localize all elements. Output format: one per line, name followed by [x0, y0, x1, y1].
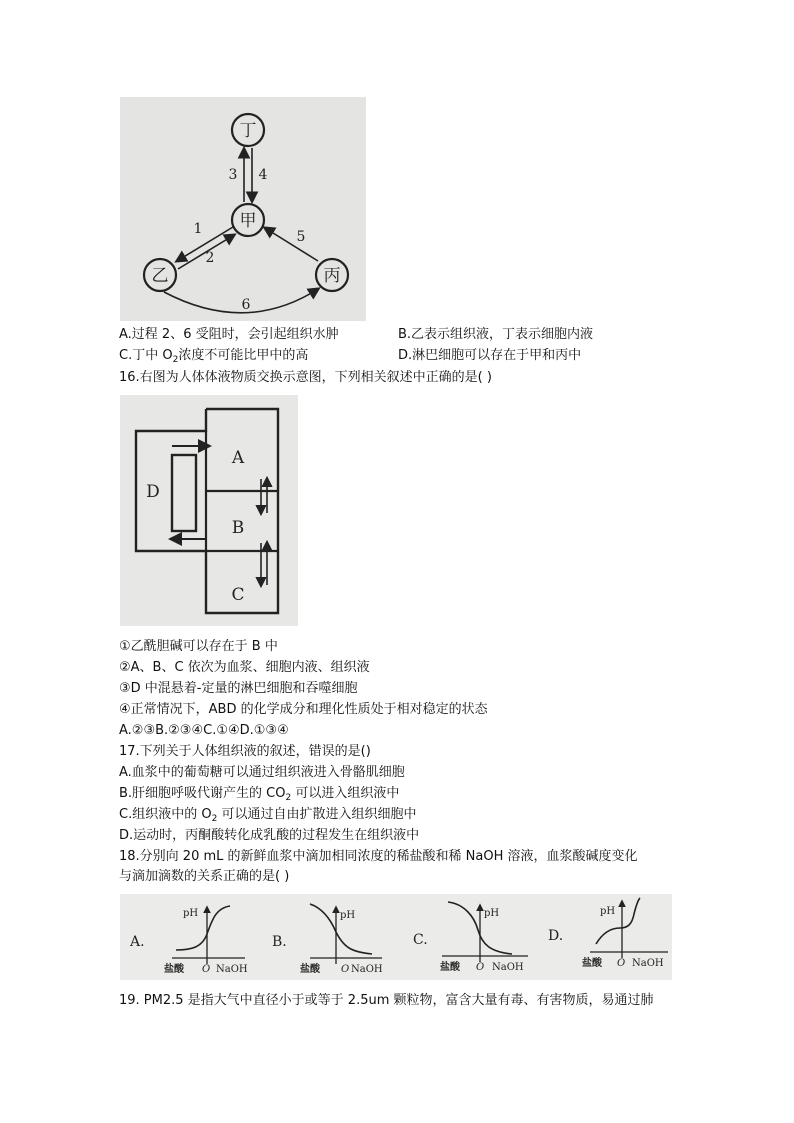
graph-b-origin: O: [341, 964, 350, 975]
q16-item-3: ③D 中混悬着-定量的淋巴细胞和吞噬细胞: [119, 681, 358, 696]
q18-stem-line2: 与滴加滴数的关系正确的是( ): [119, 869, 290, 884]
graph-b-ylabel: pH: [340, 910, 356, 921]
arrow-label-4: 4: [258, 167, 268, 183]
q15-option-b: B.乙表示组织液，丁表示细胞内液: [398, 327, 594, 342]
q17-option-d: D.运动时，丙酮酸转化成乳酸的过程发生在组织液中: [119, 828, 420, 843]
q17-option-c-subscript: 2: [211, 814, 218, 824]
graph-d: [548, 898, 668, 969]
q15-option-c-subscript: 2: [172, 355, 179, 365]
fluid-compartment-figure: [120, 395, 298, 626]
graph-c-origin: O: [476, 962, 485, 973]
q15-option-c-rest: 浓度不可能比甲中的高: [178, 348, 309, 363]
graph-c-left-label: 盐酸: [440, 962, 460, 973]
compartment-c-label: C: [231, 585, 245, 605]
fluid-exchange-figure: [120, 97, 366, 321]
graph-a-origin: O: [202, 964, 211, 975]
q16-item-1: ①乙酰胆碱可以存在于 B 中: [119, 639, 278, 654]
graph-d-origin: O: [617, 958, 626, 969]
compartment-a-label: A: [231, 448, 245, 468]
compartment-d-label: D: [146, 482, 160, 502]
q16-stem: 16.右图为人体体液物质交换示意图，下列相关叙述中正确的是( ): [119, 370, 492, 385]
arrow-label-6: 6: [241, 297, 251, 313]
graph-c: [413, 902, 528, 973]
graph-b-letter: B.: [272, 934, 287, 950]
q15-option-d: D.淋巴细胞可以存在于甲和丙中: [398, 348, 582, 363]
q17-option-c: [119, 805, 416, 826]
q15-option-c: [119, 346, 308, 367]
graph-b: [272, 904, 383, 975]
q17-stem: 17.下列关于人体组织液的叙述，错误的是(): [119, 744, 371, 759]
arrow-label-2: 2: [205, 250, 215, 266]
q17-option-c-text: C.组织液中的 O: [119, 807, 212, 822]
graph-c-ylabel: pH: [484, 908, 500, 919]
arrow-label-3: 3: [228, 167, 238, 183]
node-jia: 甲: [239, 211, 257, 231]
ph-graphs-figure: [120, 894, 672, 980]
q15-option-a: A.过程 2、6 受阻时，会引起组织水肿: [119, 327, 339, 342]
graph-a: [129, 906, 248, 975]
graph-d-right-label: NaOH: [632, 958, 664, 969]
arrow-label-5: 5: [296, 229, 306, 245]
graph-d-ylabel: pH: [600, 906, 616, 917]
compartment-b-label: B: [231, 518, 245, 538]
q17-option-b-subscript: 2: [285, 793, 292, 803]
node-bing: 丙: [323, 266, 341, 286]
q16-item-2: ②A、B、C 依次为血浆、细胞内液、组织液: [119, 660, 370, 675]
q16-options: A.②③B.②③④C.①④D.①③④: [119, 723, 289, 738]
q17-option-a: A.血浆中的葡萄糖可以通过组织液进入骨骼肌细胞: [119, 765, 405, 780]
graph-d-letter: D.: [548, 928, 564, 944]
q15-option-c-text: C.丁中 O: [119, 348, 173, 363]
q16-item-4: ④正常情况下，ABD 的化学成分和理化性质处于相对稳定的状态: [119, 702, 488, 717]
graph-c-right-label: NaOH: [492, 962, 524, 973]
q18-stem-line1: 18.分别向 20 mL 的新鲜血浆中滴加相同浓度的稀盐酸和稀 NaOH 溶液，血浆酸碱度变化: [119, 849, 638, 864]
q17-option-b-rest: 可以进入组织液中: [291, 786, 400, 801]
q17-option-b: [119, 784, 399, 805]
graph-b-left-label: 盐酸: [300, 964, 320, 975]
graph-a-ylabel: pH: [183, 908, 199, 919]
arrow-label-1: 1: [193, 221, 203, 237]
graph-a-letter: A.: [130, 934, 145, 950]
q17-option-c-rest: 可以通过自由扩散进入组织细胞中: [217, 807, 417, 822]
node-ding: 丁: [239, 121, 257, 141]
q19-stem: 19. PM2.5 是指大气中直径小于或等于 2.5um 颗粒物，富含大量有毒、有害物质，易通过肺: [119, 993, 654, 1008]
graph-d-left-label: 盐酸: [582, 958, 602, 969]
graph-b-right-label: NaOH: [351, 964, 383, 975]
graph-a-right-label: NaOH: [216, 964, 248, 975]
graph-a-left-label: 盐酸: [164, 964, 184, 975]
q17-option-b-text: B.肝细胞呼吸代谢产生的 CO: [119, 786, 286, 801]
node-yi: 乙: [151, 266, 169, 286]
graph-c-letter: C.: [413, 932, 428, 948]
